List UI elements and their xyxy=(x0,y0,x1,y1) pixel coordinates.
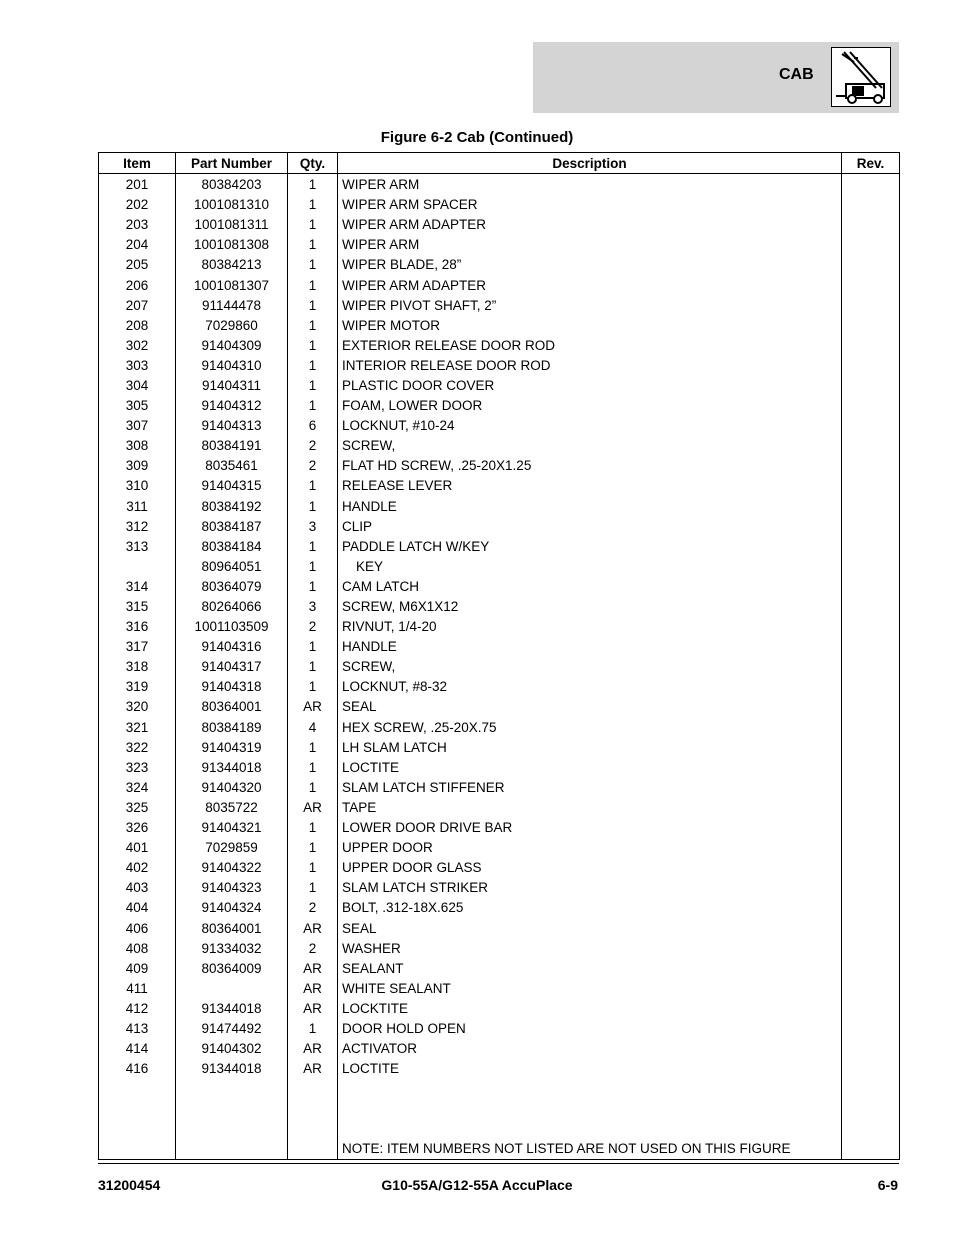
part-number-cell: 91404316 xyxy=(176,637,288,657)
qty-cell: AR xyxy=(288,959,338,979)
qty-cell: 1 xyxy=(288,275,338,295)
item-cell: 325 xyxy=(99,798,176,818)
description-cell: KEY xyxy=(338,557,842,577)
table-row xyxy=(99,174,900,196)
qty-cell: 1 xyxy=(288,476,338,496)
table-row xyxy=(99,255,900,275)
qty-cell: 1 xyxy=(288,336,338,356)
qty-cell: 2 xyxy=(288,939,338,959)
part-number-cell: 91404302 xyxy=(176,1039,288,1059)
empty-cell xyxy=(288,1079,338,1139)
rev-cell xyxy=(842,718,900,738)
rev-cell xyxy=(842,597,900,617)
item-cell: 402 xyxy=(99,858,176,878)
rev-cell xyxy=(842,376,900,396)
empty-cell xyxy=(842,1079,900,1139)
description-cell: WHITE SEALANT xyxy=(338,979,842,999)
description-cell: LOCTITE xyxy=(338,1059,842,1079)
rev-cell xyxy=(842,798,900,818)
description-cell: BOLT, .312-18X.625 xyxy=(338,898,842,918)
qty-cell: 6 xyxy=(288,416,338,436)
item-cell: 302 xyxy=(99,336,176,356)
part-number-cell: 91404322 xyxy=(176,858,288,878)
item-cell: 307 xyxy=(99,416,176,436)
part-number-cell: 80384192 xyxy=(176,497,288,517)
qty-cell: 1 xyxy=(288,235,338,255)
parts-table xyxy=(98,152,900,1160)
item-cell: 316 xyxy=(99,617,176,637)
table-row xyxy=(99,356,900,376)
qty-cell: AR xyxy=(288,1059,338,1079)
part-number-cell: 91334032 xyxy=(176,939,288,959)
table-row xyxy=(99,597,900,617)
item-cell: 412 xyxy=(99,999,176,1019)
table-row xyxy=(99,838,900,858)
item-cell: 314 xyxy=(99,577,176,597)
part-number-cell: 1001081311 xyxy=(176,215,288,235)
table-row xyxy=(99,818,900,838)
item-cell: 318 xyxy=(99,657,176,677)
description-cell: LOCTITE xyxy=(338,758,842,778)
qty-cell: 1 xyxy=(288,255,338,275)
item-cell: 201 xyxy=(99,174,176,196)
part-number-cell: 80384203 xyxy=(176,174,288,196)
part-number-cell: 91404321 xyxy=(176,818,288,838)
section-title: CAB xyxy=(779,66,814,83)
part-number-cell: 91344018 xyxy=(176,999,288,1019)
rev-cell xyxy=(842,858,900,878)
rev-cell xyxy=(842,617,900,637)
part-number-cell: 1001081307 xyxy=(176,275,288,295)
table-header-row xyxy=(99,153,900,174)
table-row xyxy=(99,316,900,336)
table-row xyxy=(99,697,900,717)
table-row xyxy=(99,1019,900,1039)
part-number-cell: 91404309 xyxy=(176,336,288,356)
qty-cell: 2 xyxy=(288,456,338,476)
part-number-cell: 80364001 xyxy=(176,918,288,938)
description-cell: SCREW, M6X1X12 xyxy=(338,597,842,617)
qty-cell: 1 xyxy=(288,657,338,677)
description-cell: HEX SCREW, .25-20X.75 xyxy=(338,718,842,738)
description-cell: WIPER PIVOT SHAFT, 2” xyxy=(338,296,842,316)
rev-cell xyxy=(842,637,900,657)
table-row xyxy=(99,1059,900,1079)
item-cell: 320 xyxy=(99,697,176,717)
qty-cell: AR xyxy=(288,918,338,938)
qty-cell: 2 xyxy=(288,617,338,637)
part-number-cell: 80364001 xyxy=(176,697,288,717)
rev-cell xyxy=(842,537,900,557)
item-cell: 409 xyxy=(99,959,176,979)
table-row xyxy=(99,657,900,677)
part-number-cell: 91404313 xyxy=(176,416,288,436)
description-cell: PLASTIC DOOR COVER xyxy=(338,376,842,396)
item-cell: 401 xyxy=(99,838,176,858)
description-cell: SEAL xyxy=(338,697,842,717)
item-cell: 309 xyxy=(99,456,176,476)
description-cell: SCREW, xyxy=(338,657,842,677)
part-number-cell: 91404312 xyxy=(176,396,288,416)
part-number-cell: 91404324 xyxy=(176,898,288,918)
table-row xyxy=(99,979,900,999)
table-row xyxy=(99,918,900,938)
document-number: 31200454 xyxy=(98,1177,161,1193)
part-number-cell: 7029859 xyxy=(176,838,288,858)
figure-title: Figure 6-2 Cab (Continued) xyxy=(380,129,574,146)
table-row xyxy=(99,456,900,476)
table-row xyxy=(99,537,900,557)
rev-cell xyxy=(842,497,900,517)
qty-cell: 1 xyxy=(288,738,338,758)
description-cell: HANDLE xyxy=(338,497,842,517)
page-number: 6-9 xyxy=(877,1177,898,1193)
part-number-cell: 8035722 xyxy=(176,798,288,818)
description-cell: UPPER DOOR GLASS xyxy=(338,858,842,878)
qty-cell: 1 xyxy=(288,577,338,597)
table-row xyxy=(99,275,900,295)
qty-cell: 1 xyxy=(288,557,338,577)
qty-cell: 1 xyxy=(288,878,338,898)
part-number-cell: 91404320 xyxy=(176,778,288,798)
description-cell: WASHER xyxy=(338,939,842,959)
table-row xyxy=(99,396,900,416)
description-cell: CAM LATCH xyxy=(338,577,842,597)
part-number-cell: 91404317 xyxy=(176,657,288,677)
item-cell: 326 xyxy=(99,818,176,838)
column-header-item: Item xyxy=(99,153,176,174)
rev-cell xyxy=(842,939,900,959)
qty-cell: AR xyxy=(288,697,338,717)
table-row xyxy=(99,557,900,577)
parts-table-body xyxy=(99,174,900,1160)
item-cell: 312 xyxy=(99,517,176,537)
item-cell: 319 xyxy=(99,677,176,697)
rev-cell xyxy=(842,215,900,235)
column-header-rev: Rev. xyxy=(842,153,900,174)
rev-cell xyxy=(842,296,900,316)
empty-cell xyxy=(338,1079,842,1139)
rev-cell xyxy=(842,999,900,1019)
footer-divider xyxy=(98,1163,899,1164)
qty-cell: 1 xyxy=(288,497,338,517)
part-number-cell: 1001081308 xyxy=(176,235,288,255)
table-row xyxy=(99,758,900,778)
description-cell: SEAL xyxy=(338,918,842,938)
qty-cell: AR xyxy=(288,979,338,999)
rev-cell xyxy=(842,657,900,677)
part-number-cell: 80384191 xyxy=(176,436,288,456)
description-cell: WIPER ARM xyxy=(338,235,842,255)
rev-cell xyxy=(842,336,900,356)
description-cell: HANDLE xyxy=(338,637,842,657)
empty-cell xyxy=(842,1139,900,1160)
item-cell: 303 xyxy=(99,356,176,376)
part-number-cell: 91404311 xyxy=(176,376,288,396)
part-number-cell: 91144478 xyxy=(176,296,288,316)
table-row xyxy=(99,738,900,758)
qty-cell: 1 xyxy=(288,316,338,336)
item-cell: 324 xyxy=(99,778,176,798)
table-row xyxy=(99,617,900,637)
description-cell: WIPER MOTOR xyxy=(338,316,842,336)
qty-cell: AR xyxy=(288,999,338,1019)
description-cell: FOAM, LOWER DOOR xyxy=(338,396,842,416)
item-cell: 304 xyxy=(99,376,176,396)
description-cell: WIPER ARM ADAPTER xyxy=(338,275,842,295)
rev-cell xyxy=(842,738,900,758)
qty-cell: AR xyxy=(288,798,338,818)
table-row xyxy=(99,476,900,496)
table-row xyxy=(99,1039,900,1059)
description-cell: LOCKNUT, #10-24 xyxy=(338,416,842,436)
qty-cell: 3 xyxy=(288,517,338,537)
description-cell: WIPER ARM ADAPTER xyxy=(338,215,842,235)
description-cell: INTERIOR RELEASE DOOR ROD xyxy=(338,356,842,376)
table-row xyxy=(99,376,900,396)
table-row xyxy=(99,718,900,738)
rev-cell xyxy=(842,557,900,577)
table-row xyxy=(99,497,900,517)
part-number-cell: 91474492 xyxy=(176,1019,288,1039)
item-cell: 323 xyxy=(99,758,176,778)
qty-cell: 2 xyxy=(288,436,338,456)
qty-cell: 1 xyxy=(288,838,338,858)
rev-cell xyxy=(842,316,900,336)
table-row xyxy=(99,235,900,255)
item-cell: 202 xyxy=(99,195,176,215)
item-cell: 308 xyxy=(99,436,176,456)
description-cell: WIPER BLADE, 28” xyxy=(338,255,842,275)
part-number-cell: 80384213 xyxy=(176,255,288,275)
table-row xyxy=(99,798,900,818)
table-row xyxy=(99,778,900,798)
part-number-cell: 91404310 xyxy=(176,356,288,376)
model-name: G10-55A/G12-55A AccuPlace xyxy=(381,1177,573,1193)
rev-cell xyxy=(842,235,900,255)
item-cell: 310 xyxy=(99,476,176,496)
item-cell: 317 xyxy=(99,637,176,657)
part-number-cell: 91344018 xyxy=(176,1059,288,1079)
description-cell: LOWER DOOR DRIVE BAR xyxy=(338,818,842,838)
rev-cell xyxy=(842,174,900,196)
part-number-cell: 80384187 xyxy=(176,517,288,537)
part-number-cell: 91404315 xyxy=(176,476,288,496)
item-cell: 313 xyxy=(99,537,176,557)
description-cell: EXTERIOR RELEASE DOOR ROD xyxy=(338,336,842,356)
description-cell: LOCKTITE xyxy=(338,999,842,1019)
qty-cell: 1 xyxy=(288,195,338,215)
table-row xyxy=(99,336,900,356)
rev-cell xyxy=(842,517,900,537)
qty-cell: 1 xyxy=(288,677,338,697)
item-cell: 406 xyxy=(99,918,176,938)
rev-cell xyxy=(842,818,900,838)
rev-cell xyxy=(842,677,900,697)
rev-cell xyxy=(842,959,900,979)
description-cell: WIPER ARM SPACER xyxy=(338,195,842,215)
rev-cell xyxy=(842,255,900,275)
rev-cell xyxy=(842,577,900,597)
qty-cell: 1 xyxy=(288,858,338,878)
table-note-row xyxy=(99,1139,900,1160)
description-cell: LH SLAM LATCH xyxy=(338,738,842,758)
qty-cell: 1 xyxy=(288,818,338,838)
item-cell: 408 xyxy=(99,939,176,959)
table-row xyxy=(99,436,900,456)
part-number-cell: 1001081310 xyxy=(176,195,288,215)
description-cell: FLAT HD SCREW, .25-20X1.25 xyxy=(338,456,842,476)
description-cell: RELEASE LEVER xyxy=(338,476,842,496)
part-number-cell: 80264066 xyxy=(176,597,288,617)
table-row xyxy=(99,296,900,316)
item-cell: 208 xyxy=(99,316,176,336)
column-header-part-number: Part Number xyxy=(176,153,288,174)
part-number-cell: 91404318 xyxy=(176,677,288,697)
item-cell: 203 xyxy=(99,215,176,235)
item-cell: 411 xyxy=(99,979,176,999)
description-cell: LOCKNUT, #8-32 xyxy=(338,677,842,697)
description-cell: TAPE xyxy=(338,798,842,818)
rev-cell xyxy=(842,456,900,476)
qty-cell: 1 xyxy=(288,758,338,778)
empty-cell xyxy=(99,1079,176,1139)
part-number-cell: 91404319 xyxy=(176,738,288,758)
rev-cell xyxy=(842,979,900,999)
item-cell: 205 xyxy=(99,255,176,275)
table-row xyxy=(99,195,900,215)
qty-cell: 3 xyxy=(288,597,338,617)
description-cell: UPPER DOOR xyxy=(338,838,842,858)
part-number-cell xyxy=(176,979,288,999)
empty-cell xyxy=(99,1139,176,1160)
item-cell: 311 xyxy=(99,497,176,517)
description-cell: SEALANT xyxy=(338,959,842,979)
empty-cell xyxy=(176,1079,288,1139)
part-number-cell: 91404323 xyxy=(176,878,288,898)
item-cell: 204 xyxy=(99,235,176,255)
rev-cell xyxy=(842,356,900,376)
lift-truck-icon xyxy=(831,47,891,107)
description-cell: PADDLE LATCH W/KEY xyxy=(338,537,842,557)
part-number-cell: 8035461 xyxy=(176,456,288,476)
qty-cell: 1 xyxy=(288,1019,338,1039)
description-cell: RIVNUT, 1/4-20 xyxy=(338,617,842,637)
description-cell: SCREW, xyxy=(338,436,842,456)
rev-cell xyxy=(842,778,900,798)
qty-cell: 2 xyxy=(288,898,338,918)
rev-cell xyxy=(842,436,900,456)
description-cell: CLIP xyxy=(338,517,842,537)
item-cell: 322 xyxy=(99,738,176,758)
column-header-description: Description xyxy=(338,153,842,174)
table-row xyxy=(99,416,900,436)
rev-cell xyxy=(842,758,900,778)
rev-cell xyxy=(842,1039,900,1059)
part-number-cell: 80964051 xyxy=(176,557,288,577)
part-number-cell: 80364079 xyxy=(176,577,288,597)
rev-cell xyxy=(842,1059,900,1079)
qty-cell: 1 xyxy=(288,174,338,196)
item-cell: 207 xyxy=(99,296,176,316)
rev-cell xyxy=(842,476,900,496)
item-cell: 321 xyxy=(99,718,176,738)
empty-cell xyxy=(288,1139,338,1160)
qty-cell: 1 xyxy=(288,396,338,416)
part-number-cell: 91344018 xyxy=(176,758,288,778)
table-row xyxy=(99,999,900,1019)
table-row xyxy=(99,677,900,697)
rev-cell xyxy=(842,1019,900,1039)
empty-cell xyxy=(176,1139,288,1160)
table-row xyxy=(99,577,900,597)
table-row xyxy=(99,959,900,979)
table-row xyxy=(99,637,900,657)
item-cell: 315 xyxy=(99,597,176,617)
table-row xyxy=(99,517,900,537)
description-cell: SLAM LATCH STIFFENER xyxy=(338,778,842,798)
table-row xyxy=(99,939,900,959)
table-row xyxy=(99,878,900,898)
rev-cell xyxy=(842,396,900,416)
qty-cell: 4 xyxy=(288,718,338,738)
description-cell: SLAM LATCH STRIKER xyxy=(338,878,842,898)
part-number-cell: 80364009 xyxy=(176,959,288,979)
qty-cell: 1 xyxy=(288,637,338,657)
rev-cell xyxy=(842,195,900,215)
table-row xyxy=(99,215,900,235)
table-note: NOTE: ITEM NUMBERS NOT LISTED ARE NOT USED ON THIS FIGURE xyxy=(338,1139,842,1160)
part-number-cell: 80384189 xyxy=(176,718,288,738)
qty-cell: 1 xyxy=(288,778,338,798)
part-number-cell: 7029860 xyxy=(176,316,288,336)
part-number-cell: 1001103509 xyxy=(176,617,288,637)
rev-cell xyxy=(842,838,900,858)
table-row xyxy=(99,858,900,878)
column-header-qty: Qty. xyxy=(288,153,338,174)
qty-cell: 1 xyxy=(288,215,338,235)
qty-cell: AR xyxy=(288,1039,338,1059)
rev-cell xyxy=(842,898,900,918)
item-cell: 206 xyxy=(99,275,176,295)
item-cell xyxy=(99,557,176,577)
qty-cell: 1 xyxy=(288,537,338,557)
qty-cell: 1 xyxy=(288,376,338,396)
part-number-cell: 80384184 xyxy=(176,537,288,557)
description-cell: DOOR HOLD OPEN xyxy=(338,1019,842,1039)
item-cell: 404 xyxy=(99,898,176,918)
item-cell: 305 xyxy=(99,396,176,416)
table-row xyxy=(99,898,900,918)
qty-cell: 1 xyxy=(288,356,338,376)
item-cell: 416 xyxy=(99,1059,176,1079)
item-cell: 403 xyxy=(99,878,176,898)
table-spacer-row xyxy=(99,1079,900,1139)
rev-cell xyxy=(842,697,900,717)
description-cell: WIPER ARM xyxy=(338,174,842,196)
rev-cell xyxy=(842,275,900,295)
item-cell: 414 xyxy=(99,1039,176,1059)
description-cell: ACTIVATOR xyxy=(338,1039,842,1059)
rev-cell xyxy=(842,878,900,898)
rev-cell xyxy=(842,918,900,938)
rev-cell xyxy=(842,416,900,436)
item-cell: 413 xyxy=(99,1019,176,1039)
qty-cell: 1 xyxy=(288,296,338,316)
